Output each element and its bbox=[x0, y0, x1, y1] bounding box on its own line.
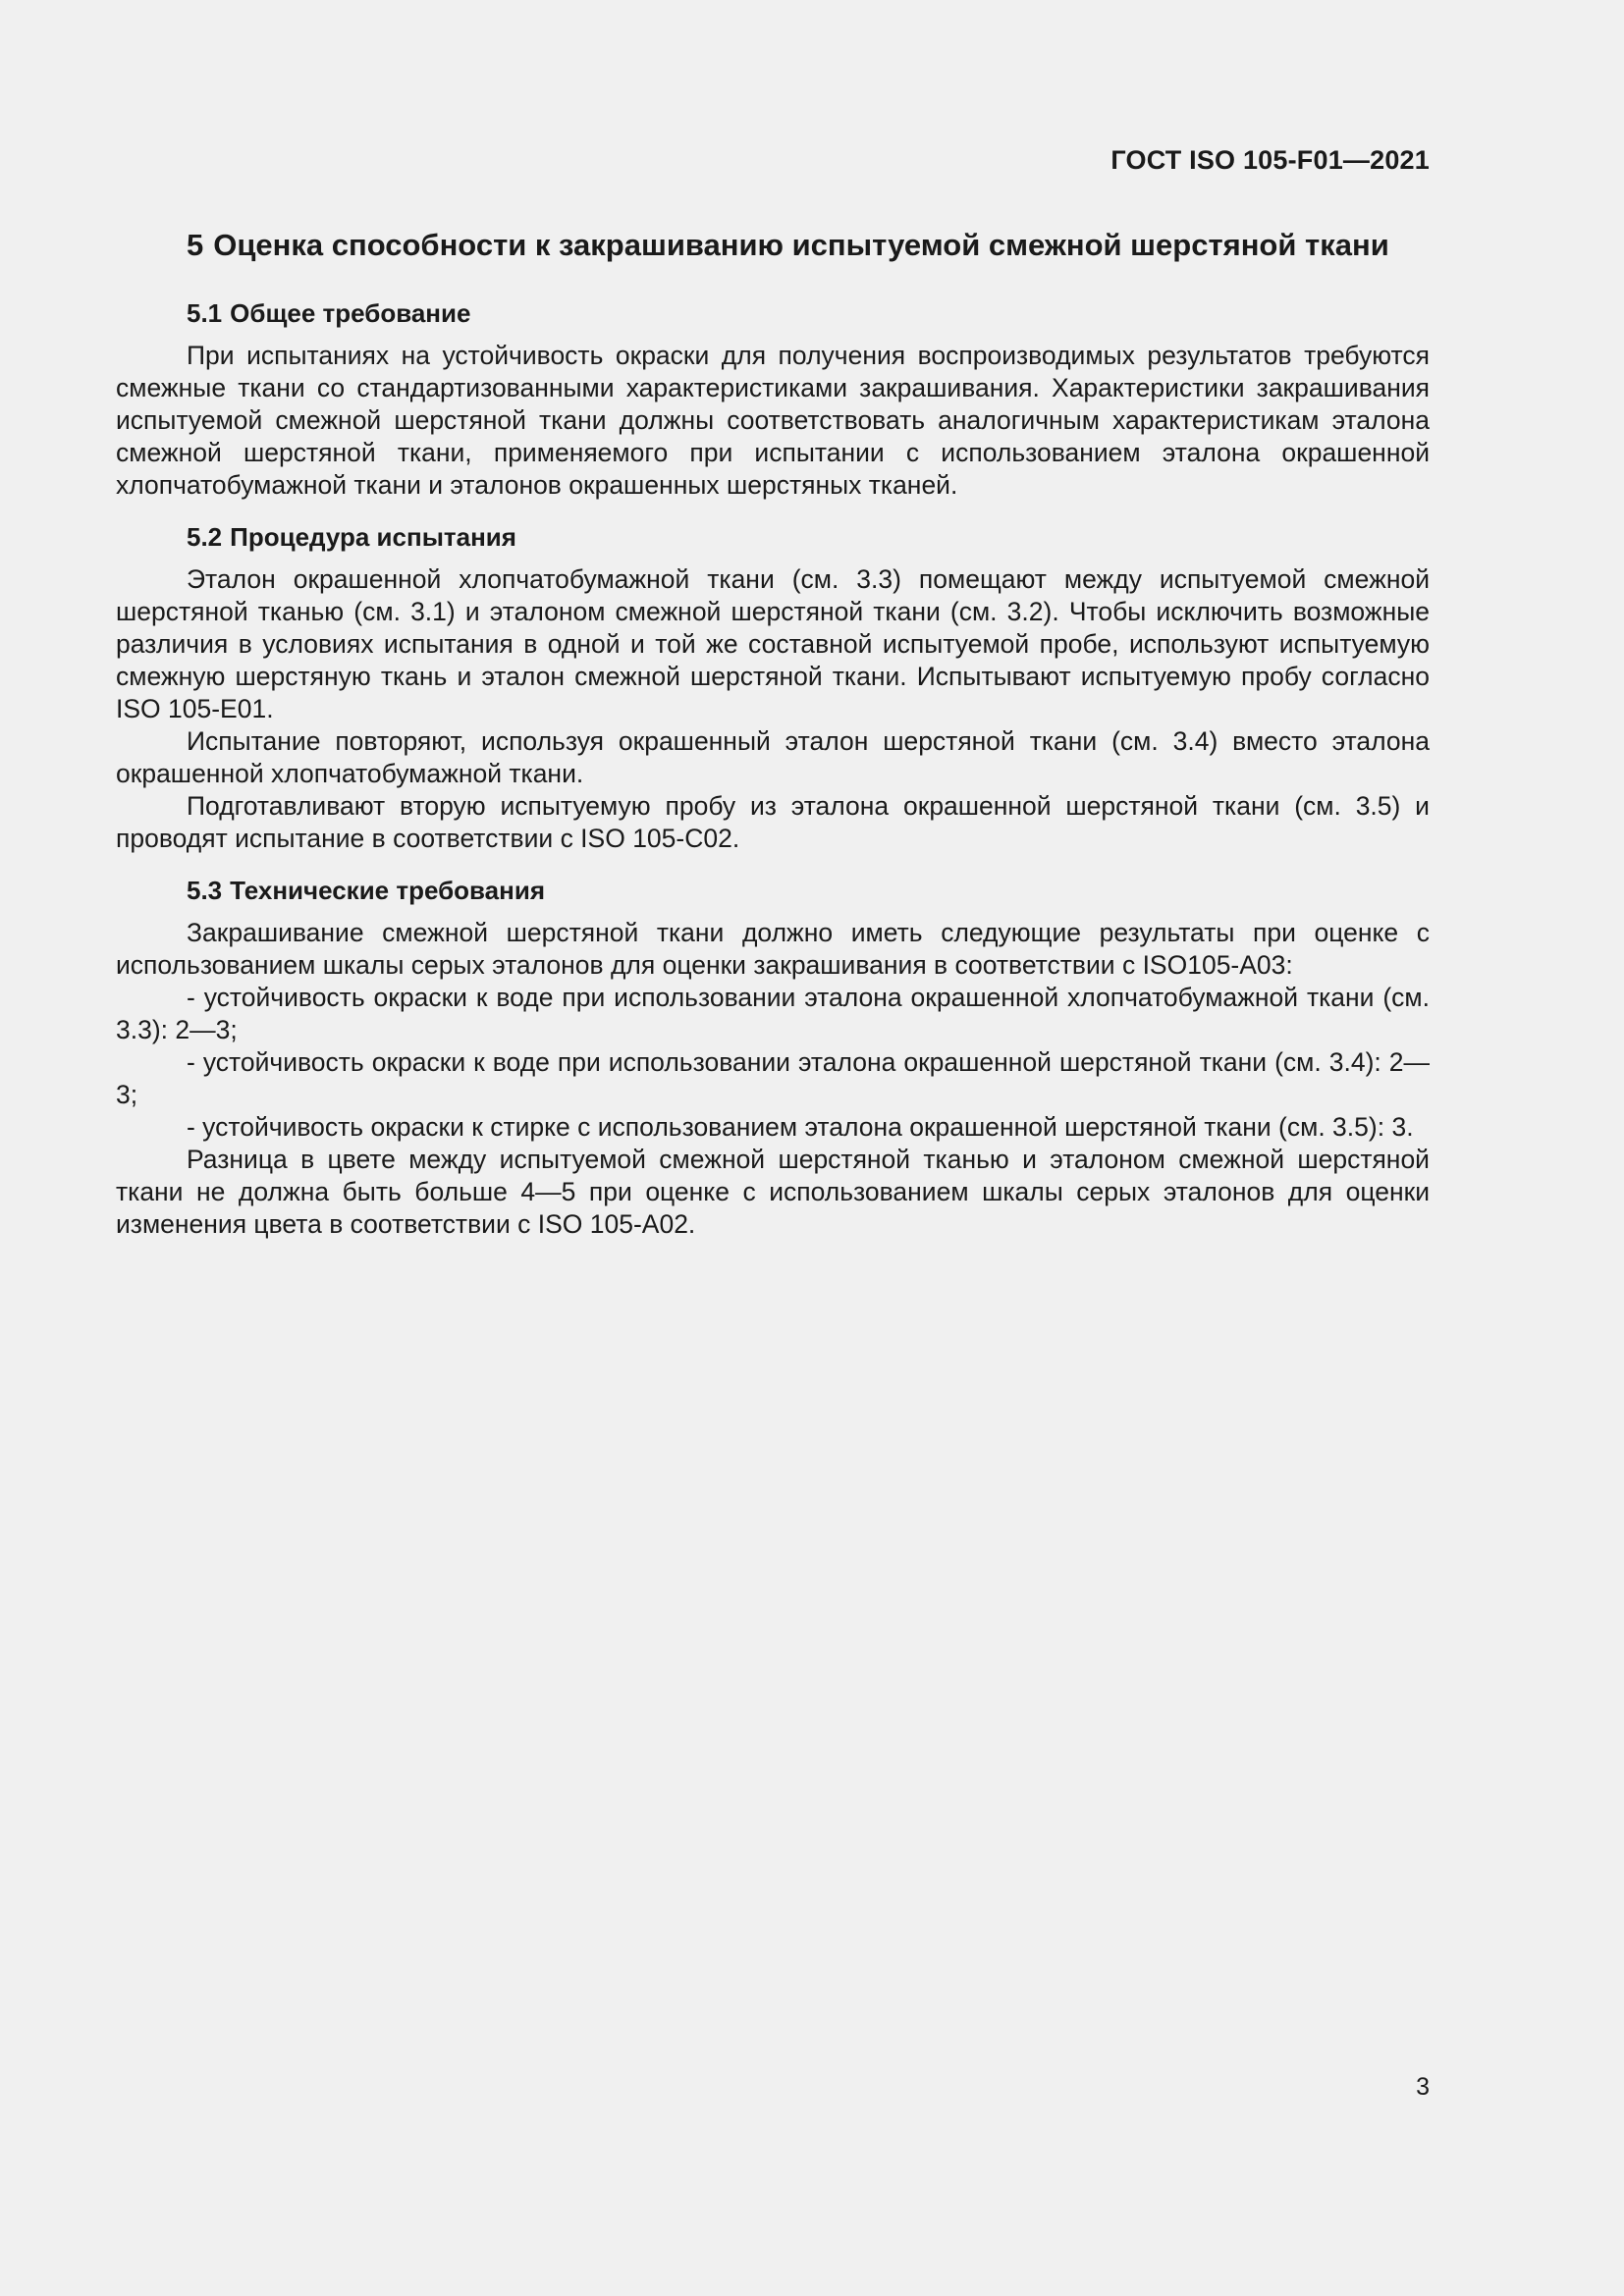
paragraph: Закрашивание смежной шерстяной ткани должно иметь следующие результаты при оценке с использованием шкалы серых эталонов для оценки закрашивания в соответствии с ISO105-A03: bbox=[116, 918, 1430, 980]
paragraph: При испытаниях на устойчивость окраски для получения воспроизводимых результатов требуются смежные ткани со стандартизованными характеристиками закрашивания. Характеристики закрашивания испытуемой смежной шерстяной ткани должны соответствовать аналогичным характеристикам эталона смежной шерстяной ткани, применяемого при испытании с использованием эталона окрашенной хлопчатобумажной ткани и эталонов окрашенных шерстяных тканей. bbox=[116, 341, 1430, 500]
subsection-5-3 bbox=[116, 875, 1430, 1241]
page-number: 3 bbox=[1416, 2073, 1430, 2101]
subsection-title: Общее требование bbox=[230, 298, 471, 328]
list-item: - устойчивость окраски к стирке с использованием эталона окрашенной шерстяной ткани (см. 3.5): 3. bbox=[187, 1112, 1414, 1142]
subsection-number: 5.3 bbox=[187, 876, 223, 905]
paragraph: Разница в цвете между испытуемой смежной шерстяной тканью и эталоном смежной шерстяной ткани не должна быть больше 4—5 при оценке с использованием шкалы серых эталонов для оценки изменения цвета в соответствии с ISO 105-A02. bbox=[116, 1145, 1430, 1239]
subsection-5-2 bbox=[116, 521, 1430, 855]
subsection-heading bbox=[187, 297, 1430, 330]
section-title: Оценка способности к закрашиванию испытуемой смежной шерстяной ткани bbox=[213, 228, 1389, 262]
paragraph: Испытание повторяют, используя окрашенный эталон шерстяной ткани (см. 3.4) вместо эталона окрашенной хлопчатобумажной ткани. bbox=[116, 726, 1430, 788]
subsection-title: Технические требования bbox=[230, 876, 545, 905]
section-heading bbox=[116, 224, 1430, 266]
paragraph: Подготавливают вторую испытуемую пробу из эталона окрашенной шерстяной ткани (см. 3.5) и проводят испытание в соответствии с ISO 105-C02. bbox=[116, 791, 1430, 853]
subsection-heading bbox=[187, 875, 1430, 907]
paragraph: Эталон окрашенной хлопчатобумажной ткани (см. 3.3) помещают между испытуемой смежной шерстяной тканью (см. 3.1) и эталоном смежной шерстяной ткани (см. 3.2). Чтобы исключить возможные различия в условиях испытания в одной и той же составной испытуемой пробе, используют испытуемую смежную шерстяную ткань и эталон смежной шерстяной ткани. Испытывают испытуемую пробу согласно ISO 105-E01. bbox=[116, 564, 1430, 723]
document-header-id: ГОСТ ISO 105-F01—2021 bbox=[1110, 145, 1430, 175]
subsection-number: 5.2 bbox=[187, 522, 223, 552]
subsection-heading bbox=[187, 521, 1430, 554]
section-number: 5 bbox=[187, 228, 204, 262]
list-item: - устойчивость окраски к воде при использовании эталона окрашенной хлопчатобумажной ткани (см. 3.3): 2—3; bbox=[116, 983, 1430, 1044]
subsection-number: 5.1 bbox=[187, 298, 223, 328]
document-body bbox=[116, 224, 1430, 1260]
list-item: - устойчивость окраски к воде при использовании эталона окрашенной шерстяной ткани (см. 3.4): 2—3; bbox=[116, 1047, 1430, 1109]
subsection-5-1 bbox=[116, 297, 1430, 502]
subsection-title: Процедура испытания bbox=[230, 522, 516, 552]
